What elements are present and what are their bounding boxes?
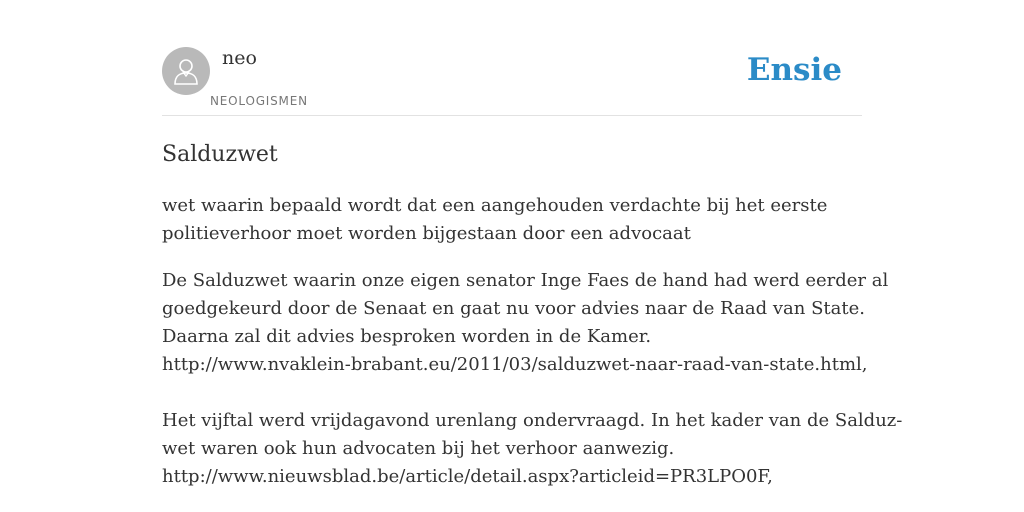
user-silhouette-icon — [171, 56, 201, 86]
entry-example — [162, 267, 903, 491]
avatar[interactable] — [162, 47, 210, 95]
definition-line: politieverhoor moet worden bijgestaan door een advocaat — [162, 223, 691, 244]
example-line: goedgekeurd door de Senaat en gaat nu voor advies naar de Raad van State. — [162, 298, 865, 319]
example-source-link[interactable]: http://www.nieuwsblad.be/article/detail.aspx?articleid=PR3LPO0F, — [162, 466, 773, 487]
example-line: wet waren ook hun advocaten bij het verhoor aanwezig. — [162, 438, 675, 459]
entry-definition — [162, 192, 862, 248]
example-spacer — [162, 379, 862, 407]
ensie-logo[interactable]: Ensie — [746, 52, 842, 88]
entry-header — [162, 0, 862, 116]
example-line: Daarna zal dit advies besproken worden in de Kamer. — [162, 326, 652, 347]
entry-card — [162, 0, 903, 487]
entry-term: Salduzwet — [162, 142, 278, 167]
example-line: De Salduzwet waarin onze eigen senator Inge Faes de hand had werd eerder al — [162, 270, 889, 291]
username-link[interactable]: neo — [222, 47, 257, 69]
example-source-link[interactable]: http://www.nvaklein-brabant.eu/2011/03/salduzwet-naar-raad-van-state.html, — [162, 354, 868, 375]
category-label[interactable]: NEOLOGISMEN — [210, 94, 308, 108]
example-line: Het vijftal werd vrijdagavond urenlang ondervraagd. In het kader van de Salduz- — [162, 410, 903, 431]
definition-line: wet waarin bepaald wordt dat een aangehouden verdachte bij het eerste — [162, 195, 828, 216]
